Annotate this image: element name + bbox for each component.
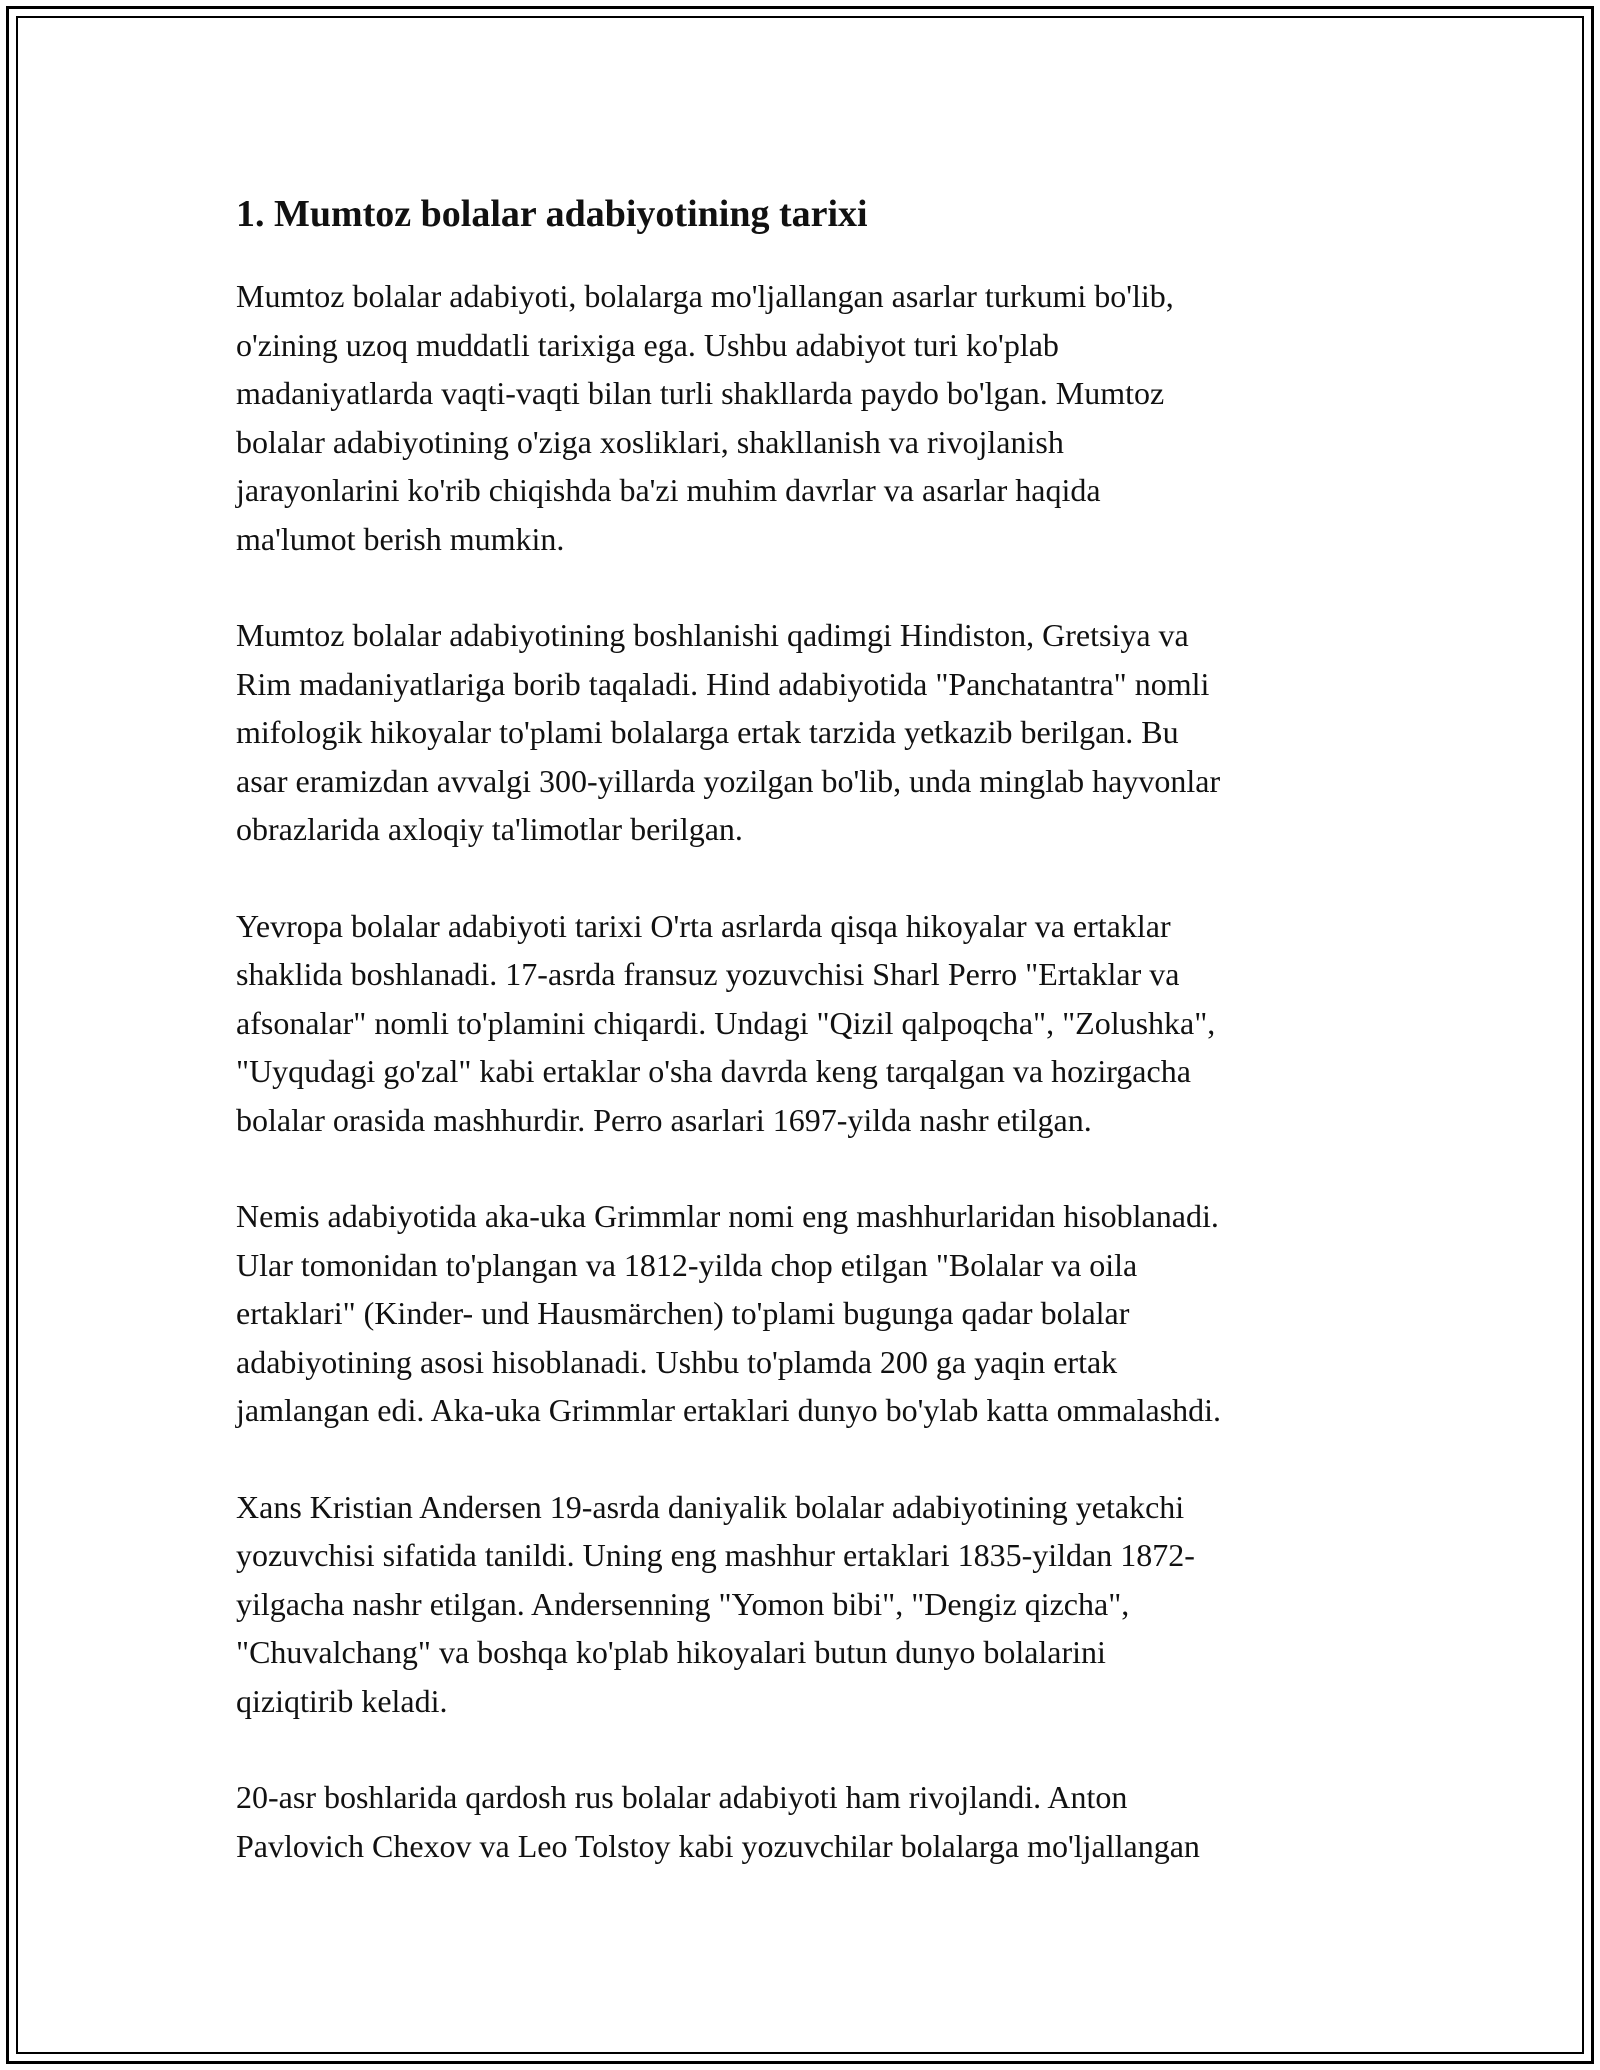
paragraph-line: bolalar orasida mashhurdir. Perro asarlari 1697-yilda nashr etilgan. (236, 1101, 1092, 1138)
paragraph-line: jamlangan edi. Aka-uka Grimmlar ertaklari dunyo bo'ylab katta ommalashdi. (236, 1392, 1222, 1428)
paragraph-line: "Chuvalchang" va boshqa ko'plab hikoyalari butun dunyo bolalarini (236, 1634, 1106, 1670)
paragraph-line: Mumtoz bolalar adabiyotining boshlanishi qadimgi Hindiston, Gretsiya va (236, 617, 1189, 653)
paragraph-line: adabiyotining asosi hisoblanadi. Ushbu to'plamda 200 ga yaqin ertak (236, 1343, 1118, 1380)
paragraph-line: afsonalar" nomli to'plamini chiqardi. Undagi "Qizil qalpoqcha", "Zolushka", (236, 1004, 1216, 1041)
paragraph-line: Xans Kristian Andersen 19-asrda daniyalik bolalar adabiyotining yetakchi (236, 1488, 1185, 1525)
section-heading: 1. Mumtoz bolalar adabiyotining tarixi (236, 193, 868, 235)
paragraph-line: Pavlovich Chexov va Leo Tolstoy kabi yozuvchilar bolalarga mo'ljallangan (236, 1827, 1200, 1864)
paragraph-line: 20-asr boshlarida qardosh rus bolalar adabiyoti ham rivojlandi. Anton (236, 1779, 1128, 1815)
paragraph-line: o'zining uzoq muddatli tarixiga ega. Ushbu adabiyot turi ko'plab (236, 326, 1059, 363)
paragraph (236, 272, 1381, 563)
paragraph-line: Rim madaniyatlariga borib taqaladi. Hind adabiyotida "Panchatantra" nomli (236, 665, 1210, 702)
paragraph-line: yozuvchisi sifatida tanildi. Uning eng mashhur ertaklari 1835-yildan 1872- (236, 1537, 1195, 1573)
paragraph-line: Yevropa bolalar adabiyoti tarixi O'rta asrlarda qisqa hikoyalar va ertaklar (236, 907, 1171, 944)
paragraph-line: bolalar adabiyotining o'ziga xosliklari, shakllanish va rivojlanish (236, 423, 1064, 460)
paragraph (236, 1192, 1381, 1435)
paragraph-line: yilgacha nashr etilgan. Andersenning "Yomon bibi", "Dengiz qizcha", (236, 1585, 1130, 1622)
paragraph-line: qiziqtirib keladi. (236, 1682, 448, 1719)
paragraph-line: shaklida boshlanadi. 17-asrda fransuz yozuvchisi Sharl Perro "Ertaklar va (236, 956, 1180, 992)
paragraph-line: Ular tomonidan to'plangan va 1812-yilda chop etilgan "Bolalar va oila (236, 1246, 1138, 1283)
paragraph-line: "Uyqudagi go'zal" kabi ertaklar o'sha davrda keng tarqalgan va hozirgacha (236, 1053, 1191, 1089)
paragraph-line: obrazlarida axloqiy ta'limotlar berilgan. (236, 811, 743, 847)
paragraph-line: Mumtoz bolalar adabiyoti, bolalarga mo'ljallangan asarlar turkumi bo'lib, (236, 278, 1174, 314)
paragraph-line: asar eramizdan avvalgi 300-yillarda yozilgan bo'lib, unda minglab hayvonlar (236, 762, 1221, 799)
paragraph-line: ma'lumot berish mumkin. (236, 520, 565, 557)
paragraph-line: jarayonlarini ko'rib chiqishda ba'zi muhim davrlar va asarlar haqida (236, 472, 1101, 508)
document-body (236, 186, 1381, 1918)
paragraph-line: ertaklari" (Kinder- und Hausmärchen) to'plami bugunga qadar bolalar (236, 1295, 1130, 1331)
paragraph (236, 902, 1381, 1145)
paragraph-line: mifologik hikoyalar to'plami bolalarga ertak tarzida yetkazib berilgan. Bu (236, 714, 1179, 750)
paragraph (236, 611, 1381, 854)
paragraph-line: madaniyatlarda vaqti-vaqti bilan turli shakllarda paydo bo'lgan. Mumtoz (236, 375, 1165, 411)
paragraph (236, 1773, 1381, 1870)
paragraph-line: Nemis adabiyotida aka-uka Grimmlar nomi eng mashhurlaridan hisoblanadi. (236, 1198, 1219, 1234)
paragraph (236, 1483, 1381, 1726)
paragraph-list (236, 272, 1381, 1870)
